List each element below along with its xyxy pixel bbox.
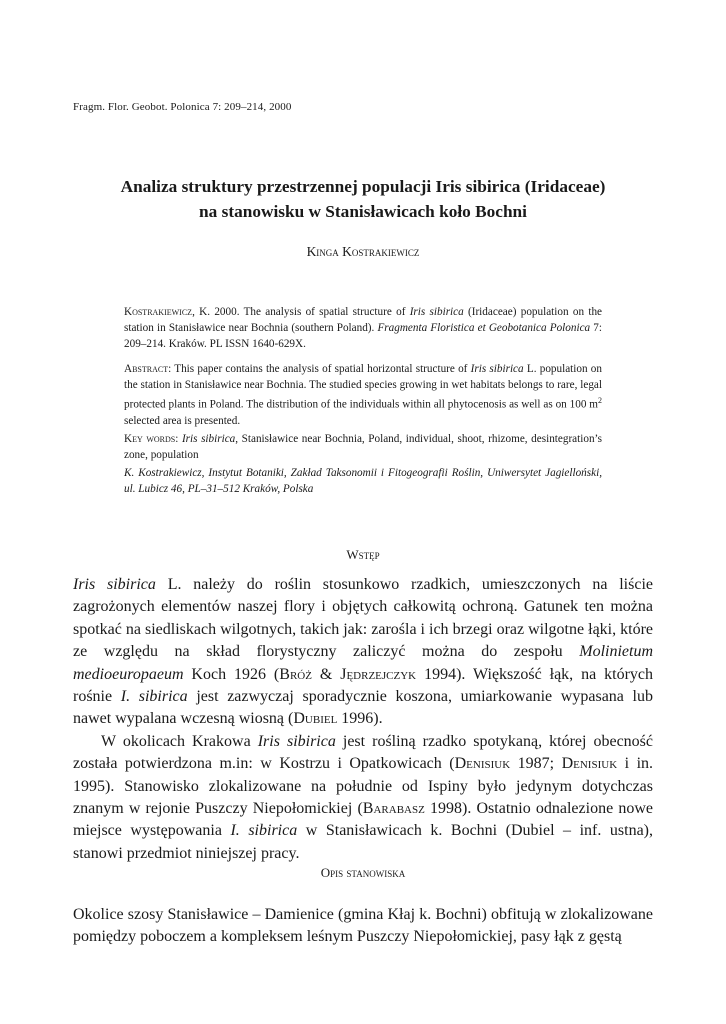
section-heading-wstep: Wstęp: [346, 547, 380, 562]
address-text: K. Kostrakiewicz, Instytut Botaniki, Zakład Taksonomii i Fitogeografii Roślin, Uniwersytet Jagielloński, ul. Lubicz 46, PL–31–512 Kraków, Polska: [124, 467, 602, 495]
species-name: I. sibirica: [120, 688, 188, 706]
citation-text: 7: 209–214. Kraków. PL ISSN 1640-629X.: [124, 322, 602, 350]
section-wstep-body: [73, 574, 653, 865]
paragraph-text: jest rośliną rzadko spotykaną, której obecność została potwierdzona m.in: w Kostrzu i Opatkowicach (: [73, 732, 653, 773]
citation-block: [124, 304, 602, 352]
association-name: Molinietum medioeuropaeum: [73, 643, 653, 683]
paragraph-text: Koch 1926 (: [183, 665, 280, 683]
species-name: Iris sibirica: [257, 732, 336, 750]
paragraph-text: W okolicach Krakowa: [101, 732, 258, 750]
keywords-species: Iris sibirica: [181, 433, 236, 445]
abstract-text: : This paper contains the analysis of spatial horizontal structure of: [168, 363, 471, 375]
keywords-block: [124, 431, 602, 463]
paragraph-text: jest zazwyczaj sporadycznie koszona, umiarkowanie wypasana lub nawet wypalana wczesną wiosną (: [73, 688, 654, 728]
paragraph-text: 1987;: [510, 755, 562, 773]
species-name: Iris sibirica: [73, 576, 156, 593]
paragraph-text: i in. 1995). Stanowisko zlokalizowane na południe od Ispiny było jedynym dotychczas znanym w rejonie Puszczy Niepołomickiej (: [73, 755, 654, 818]
abstract-text: L. population on the station in Stanisławice near Bochnia. The studied species growing in wet habitats belongs to rare, legal protected plants in Poland. The distribution of the individuals within all phytocenosis as well as on 100 m: [124, 363, 602, 411]
citation-species: Iris sibirica: [409, 306, 464, 318]
paragraph-text: w Stanisławicach k. Bochni (Dubiel – inf. ustna), stanowi przedmiot niniejszej pracy.: [73, 822, 653, 862]
paragraph-text: 1996).: [337, 710, 383, 728]
citation-journal: Fragmenta Floristica et Geobotanica Polonica: [377, 322, 591, 334]
species-name: I. sibirica: [230, 822, 298, 840]
section-heading-opis: Opis stanowiska: [320, 865, 406, 880]
paragraph-2: [73, 731, 653, 865]
title-line-1: Analiza struktury przestrzennej populacji Iris sibirica (Iridaceae): [120, 177, 606, 196]
paragraph-text: L. należy do roślin stosunkowo rzadkich, umieszczonych na liście zagrożonych elementów naszej flory i objętych całkowitą ochroną. Gatunek ten można spotkać na siedliskach wilgotnych, takich jak: zarośla i ich brzegi oraz wilgotne łąki, które ze względu na skład florystyczny zaliczyć można do zespołu: [73, 576, 653, 661]
paragraph-text: 1994). Większość łąk, na których rośnie: [73, 665, 654, 706]
citation-text: , K. 2000. The analysis of spatial structure of: [192, 306, 410, 318]
keywords-text: , Stanisławice near Bochnia, Poland, individual, shoot, rhizome, desintegration’s zone, population: [124, 433, 603, 461]
running-head: Fragm. Flor. Geobot. Polonica 7: 209–214, 2000: [73, 101, 292, 113]
reference-author: Dubiel: [293, 710, 338, 728]
keywords-colon: :: [175, 433, 182, 445]
paragraph-3: Okolice szosy Stanisławice – Damienice (gmina Kłaj k. Bochni) obfitują w zlokalizowane pomiędzy poboczem a kompleksem leśnym Puszczy Niepołomickiej, pasy łąk z gęstą: [73, 906, 653, 946]
abstract-block: [124, 361, 602, 429]
paragraph-1: [73, 574, 653, 731]
reference-author: Denisiuk: [454, 755, 511, 773]
author-address: [124, 465, 602, 497]
abstract-species: Iris sibirica: [470, 363, 524, 375]
citation-text: (Iridaceae) population on the station in Stanisławice near Bochnia (southern Poland).: [124, 306, 602, 334]
title-line-2: na stanowisku w Stanisławicach koło Bochni: [199, 202, 527, 221]
article-title: [40, 174, 686, 224]
reference-author: Barabasz: [362, 800, 425, 818]
keywords-label: Key words: [124, 433, 176, 445]
abstract-text: selected area is presented.: [124, 414, 241, 427]
author-name: Kinga Kostrakiewicz: [306, 244, 420, 259]
abstract-superscript: 2: [598, 396, 602, 405]
reference-author: Denisiuk: [561, 755, 618, 773]
citation-author: Kostrakiewicz: [124, 306, 193, 318]
paragraph-text: 1998). Ostatnio odnalezione nowe miejsce występowania: [73, 800, 654, 840]
reference-author: Bróż & Jędrzejczyk: [279, 665, 417, 683]
section-opis-body: [73, 904, 653, 949]
abstract-label: Abstract: [124, 363, 169, 375]
